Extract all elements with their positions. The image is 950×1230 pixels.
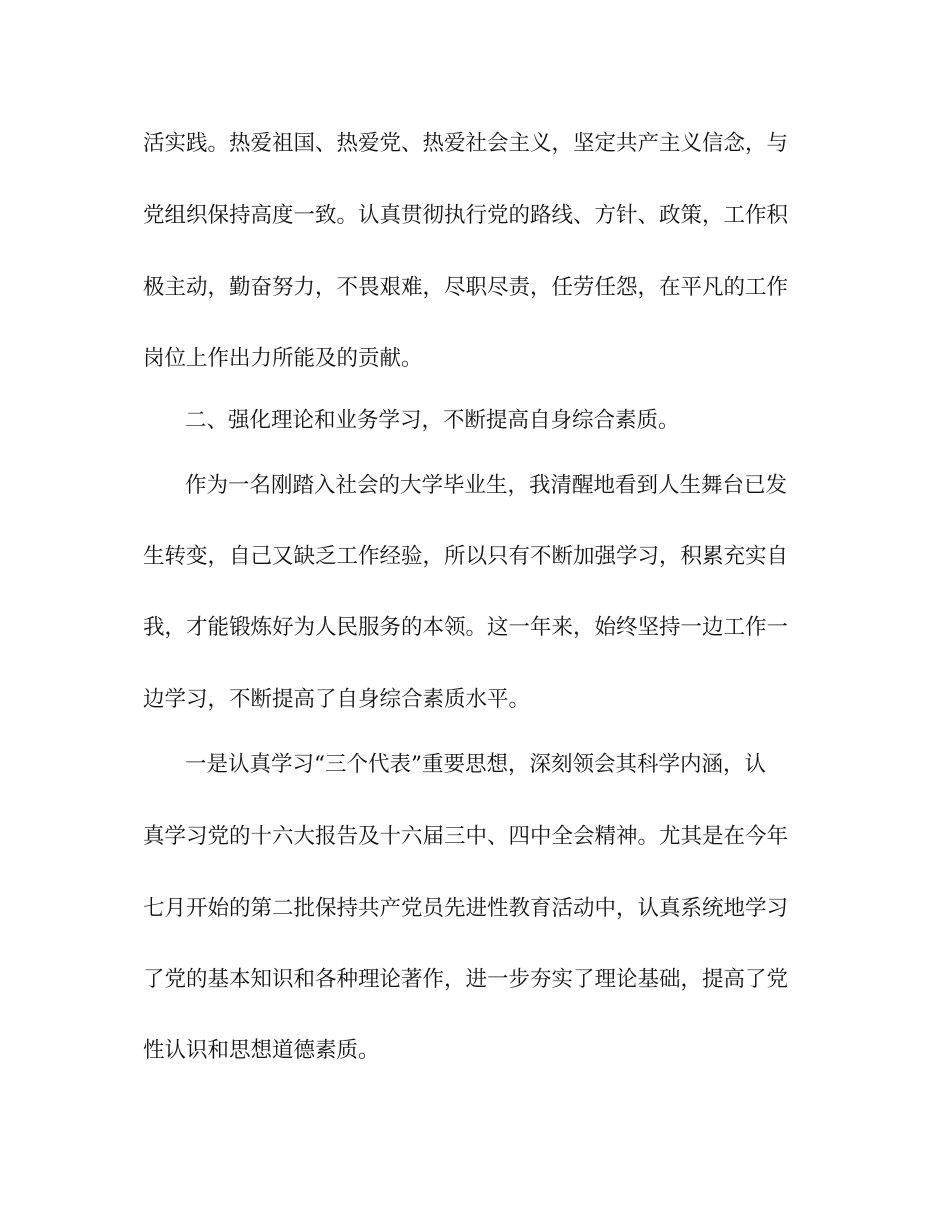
text-line: 生转变，自己又缺乏工作经验，所以只有不断加强学习，积累充实自: [143, 544, 789, 569]
text-line: 性认识和思想道德素质。: [143, 1038, 380, 1063]
text-line: 作为一名刚踏入社会的大学毕业生，我清醒地看到人生舞台已发: [185, 473, 788, 498]
text-line: 了党的基本知识和各种理论著作，进一步夯实了理论基础，提高了党: [143, 967, 789, 992]
text-line: 边学习，不断提高了自身综合素质水平。: [143, 687, 531, 712]
text-line: 岗位上作出力所能及的贡献。: [143, 346, 423, 371]
text-line: 真学习党的十六大报告及十六届三中、四中全会精神。尤其是在今年: [143, 824, 789, 849]
text-line: 我，才能锻炼好为人民服务的本领。这一年来，始终坚持一边工作一: [143, 615, 789, 640]
text-line: 活实践。热爱祖国、热爱党、热爱社会主义，坚定共产主义信念，与: [143, 131, 789, 156]
text-line: 党组织保持高度一致。认真贯彻执行党的路线、方针、政策，工作积: [143, 203, 789, 228]
text-line: 一是认真学习“三个代表”重要思想，深刻领会其科学内涵，认: [185, 752, 766, 777]
text-line: 极主动，勤奋努力，不畏艰难，尽职尽责，任劳任怨，在平凡的工作: [143, 275, 789, 300]
section-heading: 二、强化理论和业务学习，不断提高自身综合素质。: [185, 408, 680, 433]
text-line: 七月开始的第二批保持共产党员先进性教育活动中，认真系统地学习: [143, 896, 789, 921]
